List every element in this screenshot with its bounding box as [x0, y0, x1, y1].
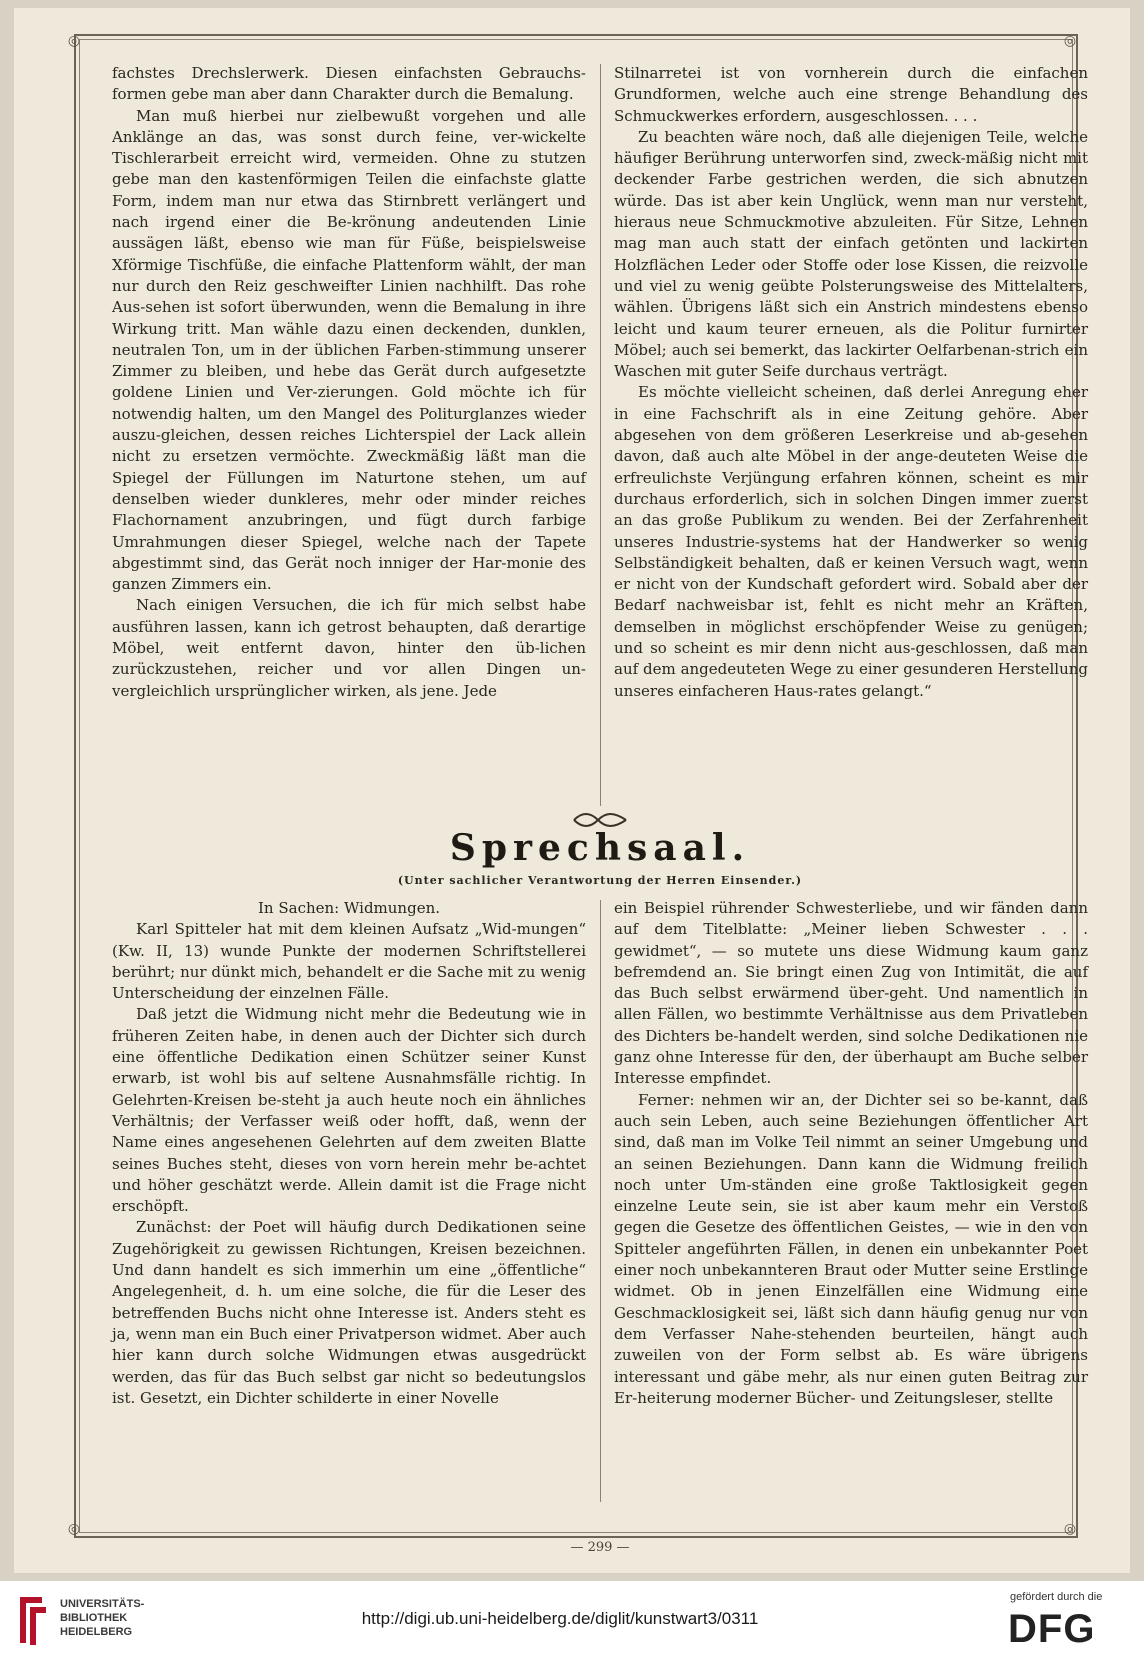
article-column-right-top	[614, 63, 1088, 702]
paragraph: Man muß hierbei nur zielbewußt vorgehen und alle Anklänge an das, was sonst durch feine, ver-wickelte Tischlerarbeit erreicht wird, vermeiden. Ohne zu stutzen gebe man den kastenförmigen Teilen die einfachste glatte Form, indem man nur etwa das Stirnbrett verlängert und nach irgend einer die Be-krönung andeutenden Linie aussägen läßt, ebenso wie man für Füße, beispielsweise Xförmige Tischfüße, die einfache Plattenform wählt, der man nur durch den Reiz geschweifter Linien nachhilft. Das rohe Aus-sehen ist sofort überwunden, wenn die Bemalung in ihre Wirkung tritt. Man wähle dazu einen deckenden, dunklen, neutralen Ton, um in der üblichen Farben-stimmung unserer Zimmer zu bleiben, und hebe das Gerät durch aufgesetzte goldene Linien und Ver-zierungen. Gold möchte ich für notwendig halten, um den Mangel des Politurglanzes wieder auszu-gleichen, dessen reiches Lichterspiel der Lack allein nicht zu ersetzen vermöchte. Zweckmäßig läßt man die Spiegel der Füllungen im Naturtone stehen, um auf denselben wieder dunkleres, mehr oder minder reiches Flachornament anzubringen, und fügt durch farbige Umrahmungen dieser Spiegel, welche nach der Tapete abgestimmt sind, das Gerät noch inniger der Har-monie des ganzen Zimmers ein.	[112, 106, 586, 594]
topic-line: In Sachen: Widmungen.	[258, 899, 440, 917]
institution-line: UNIVERSITÄTS-	[60, 1598, 145, 1610]
column-divider-top	[600, 64, 601, 806]
corner-ornament-top-left: ◎	[67, 33, 81, 49]
paragraph: Nach einigen Versuchen, die ich für mich selbst habe ausführen lassen, kann ich getrost behaupten, daß derartige Möbel, weit entfernt davon, hinter den üb-lichen zurückzustehen, reicher und vor allen Dingen un-vergleichlich ursprünglicher wirken, als jene. Jede	[112, 596, 586, 700]
corner-ornament-bottom-right: ◎	[1063, 1521, 1077, 1537]
university-library-logo-icon[interactable]	[12, 1593, 52, 1649]
paragraph: Es möchte vielleicht scheinen, daß derlei Anregung eher in eine Fachschrift als in eine Zeitung gehöre. Aber abgesehen von dem größeren Leserkreise und ab-gesehen davon, daß auch alte Möbel in der ange-deuteten Weise die erfreulichste Verjüngung erfahren können, scheint es mir durchaus erforderlich, sich in solchen Dingen immer zuerst an das große Publikum zu wenden. Bei der Zerfahrenheit unseres Industrie-systems hat der Handwerker so wenig Selbständigkeit behalten, daß er keinen Versuch wagt, wenn er nicht von der Kundschaft gefordert wird. Sobald aber der Bedarf nachweisbar ist, fehlt es nicht mehr an Kräften, demselben in möglichst erschöpfender Weise zu genügen; und so scheint es mir denn nicht aus-geschlossen, daß man auf dem angedeuteten Wege zu einer gesunderen Herstellung unseres einfacheren Haus-rates gelangt.“	[614, 383, 1088, 700]
institution-line: BIBLIOTHEK	[60, 1612, 128, 1624]
paragraph: Zunächst: der Poet will häufig durch Dedikationen seine Zugehörigkeit zu gewissen Richtungen, Kreisen bezeichnen. Und dann handelt es sich immerhin um eine „öffentliche“ Angelegenheit, d. h. um eine solche, die für die Leser des betreffenden Buchs nicht ohne Interesse ist. Anders steht es ja, wenn man ein Buch einer Privatperson widmet. Aber auch hier kann durch solche Widmungen etwas ausgedrückt werden, das für das Buch selbst gar nicht so bedeutungslos ist. Gesetzt, ein Dichter schilderte in einer Novelle	[112, 1218, 586, 1407]
institution-name[interactable]	[60, 1597, 180, 1639]
institution-line: HEIDELBERG	[60, 1626, 133, 1638]
paragraph: ein Beispiel rührender Schwesterliebe, und wir fänden dann auf dem Titelblatte: „Meiner lieben Schwester . . . gewidmet“, — so mutete uns diese Widmung kaum ganz befremdend an. Sie bringt einen Zug von Intimität, die auf das Buch selbst erwärmend über-geht. Und namentlich in allen Fällen, wo bestimmte Verhältnisse aus dem Privatleben des Dichters be-handelt werden, sind solche Dedikationen nie ganz ohne Interesse für den, der überhaupt am Buche selber Interesse empfindet.	[614, 899, 1088, 1088]
article-column-left-bottom	[112, 898, 586, 1409]
funding-label: gefördert durch die	[1010, 1591, 1103, 1603]
digitization-footer	[0, 1581, 1144, 1663]
page-number: — 299 —	[570, 1540, 630, 1555]
section-title: Sprechsaal.	[449, 827, 751, 869]
paragraph: Daß jetzt die Widmung nicht mehr die Bedeutung wie in früheren Zeiten habe, in denen auch der Dichter sich durch eine öffentliche Dedikation einen Schützer seiner Kunst erwarb, ist wohl bis auf seltene Ausnahmsfälle richtig. In Gelehrten-Kreisen be-steht ja auch heute noch ein ähnliches Verhältnis; der Verfasser weiß oder hofft, daß, wenn der Name eines angesehenen Gelehrten auf dem zweiten Blatte seines Buches steht, dieses von vorn herein mehr be-achtet und höher geschätzt werde. Allein damit ist die Frage nicht erschöpft.	[112, 1005, 586, 1216]
paragraph: Ferner: nehmen wir an, der Dichter sei so be-kannt, daß auch sein Leben, auch seine Beziehungen öffentlicher Art sind, daß man im Volke Teil nimmt an seiner Umgebung und an seinen Beziehungen. Dann kann die Widmung freilich noch unter Um-ständen eine große Taktlosigkeit gegen einzelne Leute sein, sie ist aber kaum mehr ein Verstoß gegen die Gesetze des öffentlichen Geistes, — wie in den von Spitteler angeführten Fällen, in denen ein unbekannter Poet einer noch unbekannteren Braut oder Mutter seine Erstlinge widmet. Ob in jenen Einzelfällen eine Widmung eine Geschmacklosigkeit sei, läßt sich dann häufig genug nur von dem Verfasser Nahe-stehenden beurteilen, hängt auch zuweilen von der Form selbst ab. Es wäre übrigens interessant und gäbe mehr, als nur einen guten Beitrag zur Er-heiterung moderner Bücher- und Zeitungsleser, stellte	[614, 1090, 1088, 1407]
paragraph: Zu beachten wäre noch, daß alle diejenigen Teile, welche häufiger Berührung unterworfen sind, zweck-mäßig nicht mit deckender Farbe gestrichen werden, die sich abnutzen würde. Das ist aber kein Unglück, wenn man nur versteht, hieraus neue Schmuckmotive abzuleiten. Für Sitze, Lehnen mag man auch statt der einfach getönten und lackirten Holzflächen Leder oder Stoffe oder lose Kissen, die reizvolle und viel zu wenig geübte Polsterungsweise des Mittelalters, wählen. Übrigens läßt sich ein Anstrich mindestens ebenso leicht und kaum teurer erneuen, als die Politur furnirter Möbel; auch sei bemerkt, das lackirter Oelfarbenan-strich ein Waschen mit guter Seife durchaus verträgt.	[614, 127, 1088, 381]
column-divider-bottom	[600, 900, 601, 1502]
corner-ornament-top-right: ◎	[1063, 33, 1077, 49]
article-column-right-bottom	[614, 898, 1088, 1409]
article-column-left-top	[112, 63, 586, 702]
section-subtitle: (Unter sachlicher Verantwortung der Herren Einsender.)	[397, 874, 803, 887]
paragraph: Stilnarretei ist von vornherein durch die einfachen Grundformen, welche auch eine strenge Behandlung des Schmuckwerkes erfordern, ausgeschlossen. . . .	[614, 64, 1088, 125]
permalink-url[interactable]: http://digi.ub.uni-heidelberg.de/diglit/kunstwart3/0311	[361, 1609, 759, 1628]
paragraph: fachstes Drechslerwerk. Diesen einfachsten Gebrauchs-formen gebe man aber dann Charakter durch die Bemalung.	[112, 64, 586, 104]
dfg-logo[interactable]: DFG	[1008, 1607, 1096, 1651]
paragraph: Karl Spitteler hat mit dem kleinen Aufsatz „Wid-mungen“ (Kw. II, 13) wunde Punkte der modernen Schriftstellerei berührt; nur dünkt mich, behandelt er die Sache mit zu wenig Unterscheidung der einzelnen Fälle.	[112, 920, 586, 1003]
corner-ornament-bottom-left: ◎	[67, 1521, 81, 1537]
